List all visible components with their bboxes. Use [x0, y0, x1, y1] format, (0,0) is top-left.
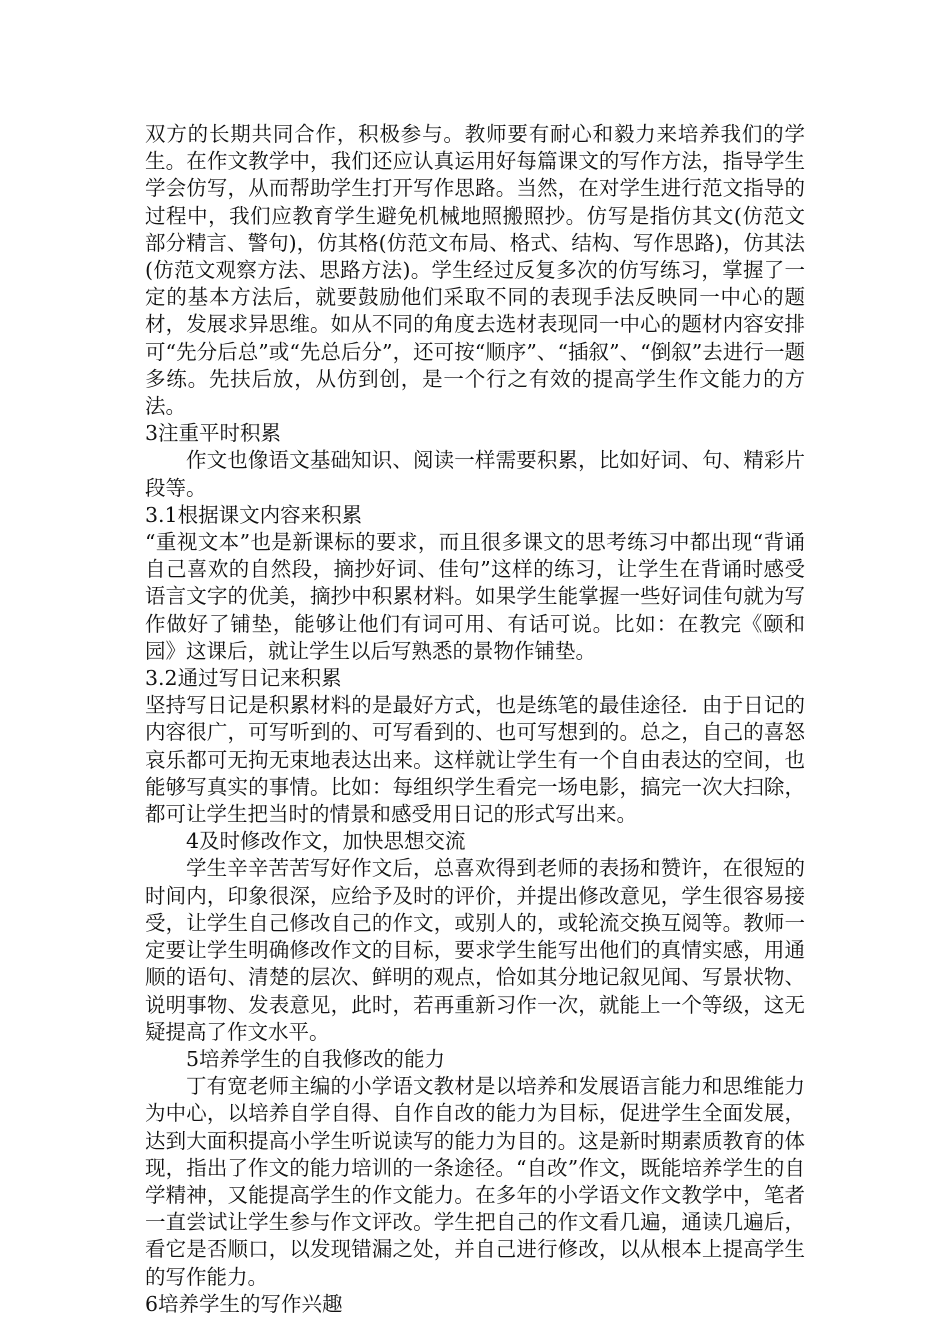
section-heading-3-1: 3.1根据课文内容来积累: [145, 502, 363, 527]
body-paragraph-4: 坚持写日记是积累材料的是最好方式，也是练笔的最佳途径．由于日记的内容很广，可写听到的、可写看到的、也可写想到的。总之，自己的喜怒哀乐都可无拘无束地表达出来。这样就让学生有一个自由表达的空间，也能够写真实的事情。比如：每组织学生看完一场电影，搞完一次大扫除，都可让学生把当时的情景和感受用日记的形式写出来。: [145, 693, 805, 827]
section-heading-5: 5培养学生的自我修改的能力: [186, 1046, 446, 1071]
section-heading-3: 3注重平时积累: [145, 421, 282, 446]
body-paragraph-2: 作文也像语文基础知识、阅读一样需要积累，比如好词、句、精彩片段等。: [145, 448, 805, 500]
section-heading-4: 4及时修改作文，加快思想交流: [186, 829, 466, 854]
body-paragraph-5: 学生辛辛苦苦写好作文后，总喜欢得到老师的表扬和赞许，在很短的时间内，印象很深，应给予及时的评价，并提出修改意见，学生很容易接受，让学生自己修改自己的作文，或别人的，或轮流交换互阅等。教师一定要让学生明确修改作文的目标，要求学生能写出他们的真情实感，用通顺的语句、清楚的层次、鲜明的观点，恰如其分地记叙见闻、写景状物、说明事物、发表意见，此时，若再重新习作一次，就能上一个等级，这无疑提高了作文水平。: [145, 856, 805, 1044]
body-paragraph-3: “重视文本”也是新课标的要求，而且很多课文的思考练习中都出现“背诵自己喜欢的自然段，摘抄好词、佳句”这样的练习，让学生在背诵时感受语言文字的优美，摘抄中积累材料。如果学生能掌握一些好词佳句就为写作做好了铺垫，能够让他们有词可用、有话可说。比如：在教完《颐和园》这课后，就让学生以后写熟悉的景物作铺垫。: [145, 530, 805, 663]
body-paragraph-6: 丁有宽老师主编的小学语文教材是以培养和发展语言能力和思维能力为中心，以培养自学自得、自作自改的能力为目标，促进学生全面发展，达到大面积提高小学生听说读写的能力为目的。这是新时期素质教育的体现，指出了作文的能力培训的一条途径。“自改”作文，既能培养学生的自学精神，又能提高学生的作文能力。在多年的小学语文作文教学中，笔者一直尝试让学生参与作文评改。学生把自己的作文看几遍，通读几遍后，看它是否顺口，以发现错漏之处，并自己进行修改，以从根本上提高学生的写作能力。: [145, 1074, 805, 1289]
document-page: [145, 121, 805, 1318]
section-heading-6: 6培养学生的写作兴趣: [145, 1291, 343, 1316]
section-heading-3-2: 3.2通过写日记来积累: [145, 666, 342, 691]
body-paragraph-1: 双方的长期共同合作，积极参与。教师要有耐心和毅力来培养我们的学生。在作文教学中，我们还应认真运用好每篇课文的写作方法，指导学生学会仿写，从而帮助学生打开写作思路。当然，在对学生进行范文指导的过程中，我们应教育学生避免机械地照搬照抄。仿写是指仿其文(仿范文部分精言、警句)，仿其格(仿范文布局、格式、结构、写作思路)，仿其法(仿范文观察方法、思路方法)。学生经过反复多次的仿写练习，掌握了一定的基本方法后，就要鼓励他们采取不同的表现手法反映同一中心的题材，发展求异思维。如从不同的角度去选材表现同一中心的题材内容安排可“先分后总”或“先总后分”，还可按“顺序”、“插叙”、“倒叙”去进行一题多练。先扶后放，从仿到创，是一个行之有效的提高学生作文能力的方法。: [145, 122, 805, 419]
